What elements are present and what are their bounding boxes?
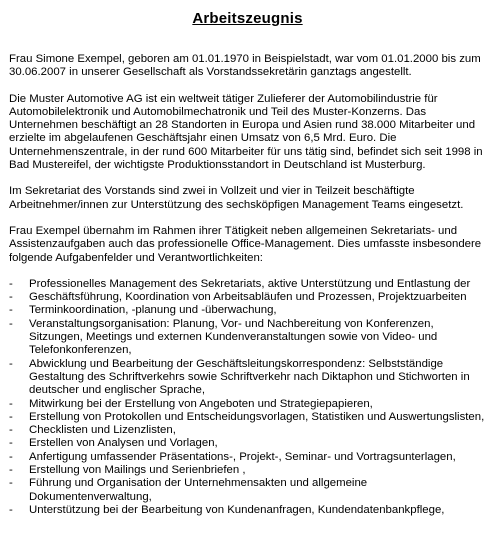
list-item xyxy=(9,504,486,517)
bullet-dash: - xyxy=(9,437,13,450)
list-item xyxy=(9,437,486,450)
bullet-dash: - xyxy=(9,304,13,317)
paragraph-employment: Frau Simone Exempel, geboren am 01.01.1970 in Beispielstadt, war vom 01.01.2000 bis zum 30.06.2007 in unserer Gesellschaft als Vorstandssekretärin ganztags angestellt. xyxy=(9,53,481,79)
list-item xyxy=(9,358,486,398)
list-item-text: Mitwirkung bei der Erstellung von Angeboten und Strategiepapieren, xyxy=(29,397,373,410)
task-list xyxy=(9,278,486,517)
bullet-dash: - xyxy=(9,503,13,516)
bullet-dash: - xyxy=(9,450,13,463)
paragraph-company: Die Muster Automotive AG ist ein weltweit tätiger Zulieferer der Automobilindustrie für Automobilelektronik und Automobilmechatronik und Teil des Muster-Konzerns. Das Unternehmen beschäftigt an 28 Standorten in Europa und Asien rund 38.000 Mitarbeiter und erzielte im abgelaufenen Geschäftsjahr einen Umsatz von 6,5 Mrd. Euro. Die Unternehmenszentrale, in der rund 600 Mitarbeiter für uns tätig sind, befindet sich seit 1998 in Bad Mustereifel, der wichtigste Produktionsstandort in Deutschland ist Musterburg. xyxy=(9,92,483,172)
list-item xyxy=(9,411,486,424)
list-item-text: Geschäftsführung, Koordination von Arbeitsabläufen und Prozessen, Projektzuarbeiten xyxy=(29,291,467,304)
list-item xyxy=(9,304,486,317)
list-item xyxy=(9,291,486,304)
bullet-dash: - xyxy=(9,317,13,330)
list-item-text: Erstellung von Protokollen und Entscheidungsvorlagen, Statistiken und Auswertungslisten, xyxy=(29,410,485,423)
paragraph-tasks-intro: Frau Exempel übernahm im Rahmen ihrer Tätigkeit neben allgemeinen Sekretariats- und Assistenzaufgaben auch das professionelle Office-Management. Dies umfasste insbesondere folgende Aufgabenfelder und Verantwortlichkeiten: xyxy=(9,224,482,264)
list-item-text: Veranstaltungsorganisation: Planung, Vor- und Nachbereitung von Konferenzen, Sitzungen, Meetings und externen Kundenveranstaltungen sowie von Video- und Telefonkonferenzen, xyxy=(29,317,438,357)
list-item-text: Erstellung von Mailings und Serienbriefen , xyxy=(29,464,246,477)
list-item-text: Abwicklung und Bearbeitung der Geschäftsleitungskorrespondenz: Selbstständige Gestaltung des Schriftverkehrs sowie Schriftverkehr nach Diktaphon und Stichworten in deutscher und englischer Sprache, xyxy=(29,357,470,397)
list-item-text: Führung und Organisation der Unternehmensakten und allgemeine Dokumentenverwaltung, xyxy=(29,477,368,503)
bullet-dash: - xyxy=(9,464,13,477)
bullet-dash: - xyxy=(9,410,13,423)
list-item xyxy=(9,318,486,358)
list-item xyxy=(9,477,486,504)
bullet-dash: - xyxy=(9,477,13,490)
list-item-text: Erstellen von Analysen und Vorlagen, xyxy=(29,437,218,450)
list-item-text: Anfertigung umfassender Präsentations-, Projekt-, Seminar- und Vortragsunterlagen, xyxy=(29,450,456,463)
paragraph-secretariat: Im Sekretariat des Vorstands sind zwei in Vollzeit und vier in Teilzeit beschäftigte Arbeitnehmer/innen zur Unterstützung des sechsköpfigen Management Teams eingesetzt. xyxy=(9,185,464,211)
bullet-dash: - xyxy=(9,397,13,410)
list-item-text: Professionelles Management des Sekretariats, aktive Unterstützung und Entlastung der xyxy=(29,277,471,290)
list-item xyxy=(9,451,486,464)
list-item xyxy=(9,464,486,477)
list-item-text: Terminkoordination, -planung und -überwachung, xyxy=(29,304,277,317)
list-item-text: Checklisten und Lizenzlisten, xyxy=(29,424,176,437)
document-title: Arbeitszeugnis xyxy=(192,10,303,27)
list-item xyxy=(9,278,486,291)
list-item xyxy=(9,424,486,437)
bullet-dash: - xyxy=(9,424,13,437)
bullet-dash: - xyxy=(9,277,13,290)
list-item xyxy=(9,398,486,411)
bullet-dash: - xyxy=(9,357,13,370)
list-item-text: Unterstützung bei der Bearbeitung von Kundenanfragen, Kundendatenbankpflege, xyxy=(29,503,445,516)
bullet-dash: - xyxy=(9,291,13,304)
